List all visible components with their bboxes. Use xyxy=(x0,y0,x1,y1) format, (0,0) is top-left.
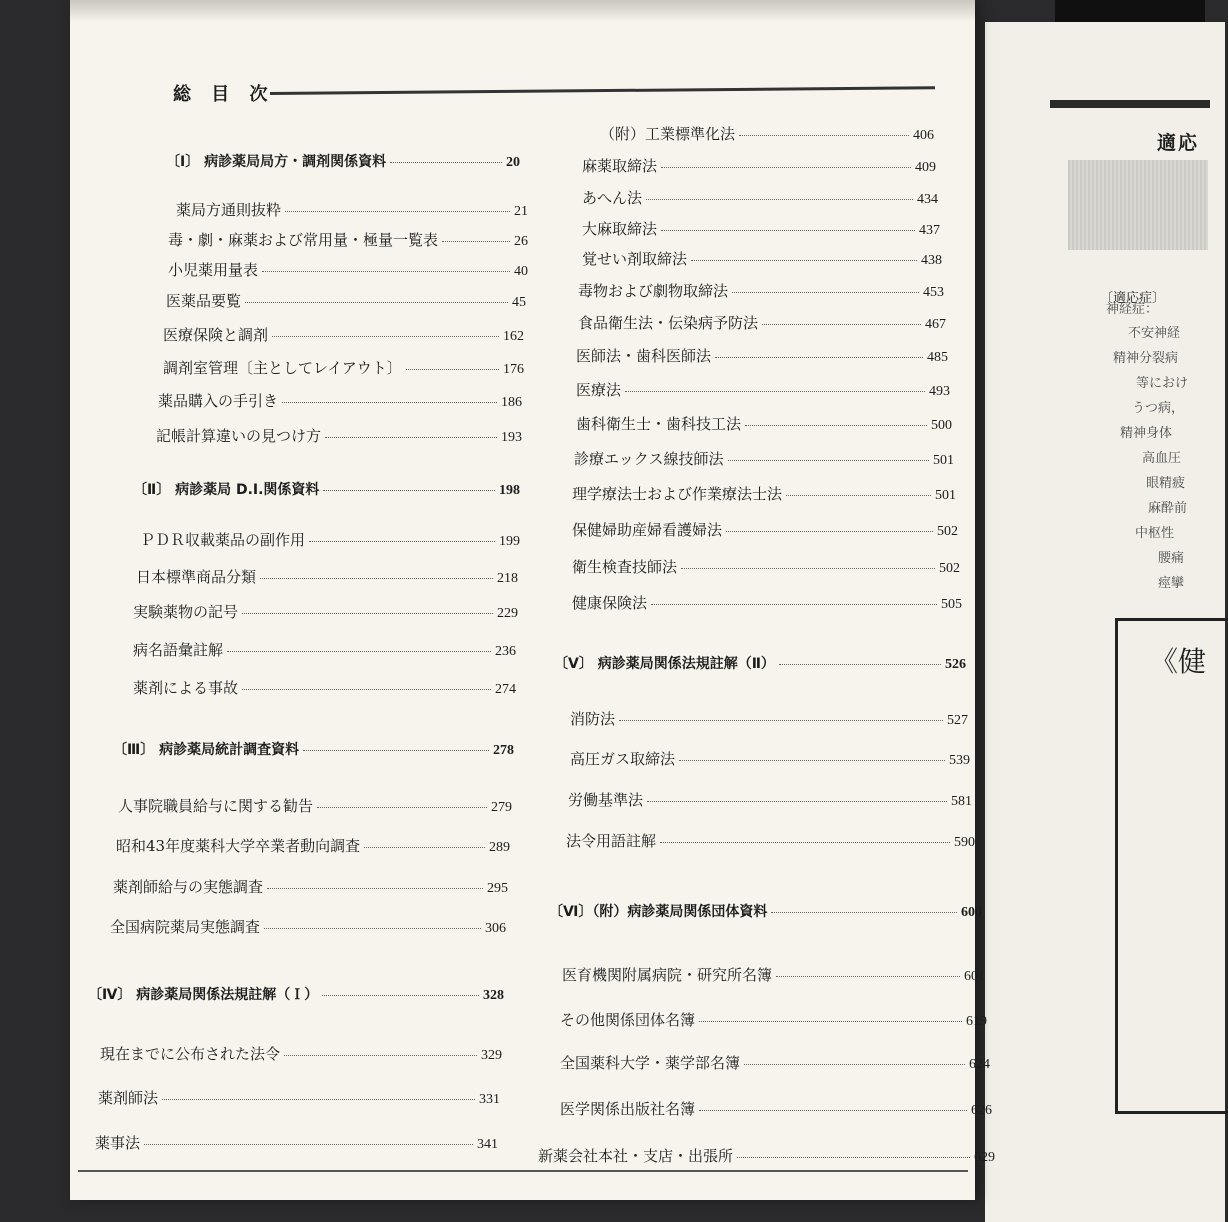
toc-entry xyxy=(140,529,520,550)
adjacent-page-dark-edge xyxy=(1055,0,1205,22)
toc-entry xyxy=(582,187,938,208)
adjacent-page-text-line: 痙攣 xyxy=(1158,576,1185,591)
toc-entry xyxy=(560,1052,990,1073)
toc-page-number: 229 xyxy=(497,606,518,621)
toc-dot-leader xyxy=(323,490,495,491)
toc-entry xyxy=(168,229,528,250)
toc-entry xyxy=(163,357,524,378)
adjacent-page-box-title: 《健 xyxy=(1150,645,1207,678)
toc-dot-leader xyxy=(390,162,502,163)
toc-dot-leader xyxy=(762,324,921,325)
toc-page-number: 279 xyxy=(491,800,512,815)
toc-section-heading xyxy=(166,151,520,171)
toc-entry-title: 大麻取締法 xyxy=(582,220,658,238)
toc-entry-title: 毒・劇・麻薬および常用量・極量一覧表 xyxy=(168,231,439,249)
toc-entry xyxy=(570,748,970,769)
toc-dot-leader xyxy=(267,888,483,889)
toc-entry-title: 日本標準商品分類 xyxy=(136,568,257,586)
toc-dot-leader xyxy=(647,801,947,802)
toc-entry xyxy=(113,876,508,897)
adjacent-page-text-line: 等におけ xyxy=(1136,376,1189,391)
toc-entry xyxy=(566,830,975,851)
adjacent-page-text-line: 精神分裂病 xyxy=(1113,351,1179,366)
toc-page-number: 218 xyxy=(497,571,518,586)
toc-entry xyxy=(578,312,946,333)
toc-entry xyxy=(560,1098,992,1119)
toc-entry-title: ＰＤＲ収載薬品の副作用 xyxy=(140,531,306,549)
adjacent-page-box xyxy=(1115,618,1228,1114)
toc-dot-leader xyxy=(679,760,945,761)
toc-page-number: 278 xyxy=(493,743,514,758)
toc-entry xyxy=(576,379,950,400)
toc-page-number: 295 xyxy=(487,881,508,896)
toc-entry-title: 毒物および劇物取締法 xyxy=(578,282,729,300)
toc-page-number: 434 xyxy=(917,192,938,207)
toc-entry xyxy=(156,425,522,446)
toc-dot-leader xyxy=(227,651,491,652)
toc-dot-leader xyxy=(745,425,927,426)
toc-dot-leader xyxy=(737,1157,970,1158)
toc-entry xyxy=(572,592,962,613)
toc-dot-leader xyxy=(242,689,491,690)
toc-entry xyxy=(136,566,518,587)
toc-dot-leader xyxy=(625,391,925,392)
adjacent-page-text-line: 眼精疲 xyxy=(1146,476,1186,491)
toc-entry-title: 〔Ⅴ〕 病診薬局関係法規註解（Ⅱ） xyxy=(554,656,775,672)
toc-entry xyxy=(158,390,522,411)
adjacent-page-grey-block xyxy=(1068,160,1208,250)
toc-entry xyxy=(163,324,524,345)
toc-entry-title: その他関係団体名簿 xyxy=(560,1011,696,1029)
toc-entry xyxy=(576,413,952,434)
toc-dot-leader xyxy=(264,928,481,929)
toc-entry-title: 〔Ⅳ〕 病診薬局関係法規註解（Ｉ） xyxy=(88,987,319,1003)
adjacent-page-text-line: 麻酔前 xyxy=(1148,501,1188,516)
toc-page-number: 526 xyxy=(945,657,966,672)
adjacent-page-rule xyxy=(1050,100,1210,108)
toc-page-number: 493 xyxy=(929,384,950,399)
toc-entry-title: 小児薬用量表 xyxy=(168,261,259,279)
toc-entry-title: 薬事法 xyxy=(95,1134,141,1152)
toc-section-heading xyxy=(549,901,982,921)
toc-entry-title: 健康保険法 xyxy=(572,594,648,612)
toc-page-number: 527 xyxy=(947,713,968,728)
toc-page-number: 505 xyxy=(941,597,962,612)
toc-page-number: 40 xyxy=(514,264,528,279)
toc-dot-leader xyxy=(272,336,499,337)
toc-page-number: 601 xyxy=(964,969,985,984)
toc-entry-title: 歯科衛生士・歯科技工法 xyxy=(576,415,742,433)
toc-page-number: 45 xyxy=(512,295,526,310)
toc-entry-title: （附）工業標準化法 xyxy=(600,125,736,143)
toc-dot-leader xyxy=(779,664,941,665)
toc-dot-leader xyxy=(699,1021,962,1022)
toc-page-number: 467 xyxy=(925,317,946,332)
toc-dot-leader xyxy=(309,541,495,542)
toc-entry-title: 医療保険と調剤 xyxy=(163,326,269,344)
toc-entry xyxy=(572,483,956,504)
toc-entry-title: 〔Ⅱ〕 病診薬局 D.I.関係資料 xyxy=(133,482,320,498)
toc-entry-title: 全国病院薬局実態調査 xyxy=(110,918,261,936)
toc-entry xyxy=(572,556,960,577)
toc-dot-leader xyxy=(162,1099,475,1100)
adjacent-page-text-line: うつ病， xyxy=(1132,401,1185,416)
page-bottom-rule xyxy=(78,1170,968,1172)
toc-dot-leader xyxy=(322,995,479,996)
toc-page-number: 306 xyxy=(485,921,506,936)
toc-entry-title: 医療法 xyxy=(576,381,622,399)
toc-entry-title: 麻薬取締法 xyxy=(582,157,658,175)
toc-entry-title: 法令用語註解 xyxy=(566,832,657,850)
toc-entry-title: 昭和43年度薬科大学卒業者動向調査 xyxy=(116,837,361,855)
toc-entry xyxy=(133,677,516,698)
toc-page-number: 500 xyxy=(931,418,952,433)
toc-page-number: 193 xyxy=(501,430,522,445)
toc-dot-leader xyxy=(786,495,931,496)
toc-dot-leader xyxy=(245,302,508,303)
toc-page-number: 176 xyxy=(503,362,524,377)
toc-page-number: 236 xyxy=(495,644,516,659)
toc-entry-title: 〔Ⅰ〕 病診薬局局方・調剤関係資料 xyxy=(166,154,387,170)
toc-dot-leader xyxy=(660,842,950,843)
toc-entry-title: 薬剤による事故 xyxy=(133,679,239,697)
toc-entry xyxy=(166,290,526,311)
page-top-shadow xyxy=(70,0,975,22)
toc-page-number: 629 xyxy=(974,1150,995,1165)
toc-page-number: 619 xyxy=(966,1014,987,1029)
toc-dot-leader xyxy=(262,271,510,272)
toc-page-number: 453 xyxy=(923,285,944,300)
toc-entry-title: 衛生検査技師法 xyxy=(572,558,678,576)
toc-page-number: 409 xyxy=(915,160,936,175)
toc-title: 総 目 次 xyxy=(173,84,275,105)
toc-entry xyxy=(560,1009,987,1030)
adjacent-page-label: 〔適応症〕 xyxy=(1100,291,1166,306)
toc-page-number: 502 xyxy=(937,524,958,539)
adjacent-page-text-line: 不安神経 xyxy=(1128,326,1181,341)
toc-entry-title: 医学関係出版社名簿 xyxy=(560,1100,696,1118)
toc-page-number: 331 xyxy=(479,1092,500,1107)
toc-section-heading xyxy=(554,653,966,673)
toc-dot-leader xyxy=(726,531,933,532)
toc-dot-leader xyxy=(715,357,923,358)
toc-entry xyxy=(98,1087,500,1108)
toc-entry-title: 〔Ⅲ〕 病診薬局統計調査資料 xyxy=(113,742,300,758)
toc-dot-leader xyxy=(144,1144,473,1145)
toc-dot-leader xyxy=(661,167,911,168)
toc-entry xyxy=(582,248,942,269)
toc-page-number: 485 xyxy=(927,350,948,365)
toc-page-number: 162 xyxy=(503,329,524,344)
toc-dot-leader xyxy=(681,568,935,569)
toc-dot-leader xyxy=(661,230,915,231)
toc-entry-title: あへん法 xyxy=(582,189,643,207)
toc-entry-title: 人事院職員給与に関する勧告 xyxy=(118,797,314,815)
toc-dot-leader xyxy=(317,807,487,808)
toc-page-number: 581 xyxy=(951,794,972,809)
toc-entry-title: 現在までに公布された法令 xyxy=(100,1045,281,1063)
toc-dot-leader xyxy=(282,402,497,403)
toc-dot-leader xyxy=(771,912,957,913)
toc-page-number: 26 xyxy=(514,234,528,249)
toc-page-number: 341 xyxy=(477,1137,498,1152)
toc-dot-leader xyxy=(242,613,493,614)
toc-entry xyxy=(572,519,958,540)
adjacent-page-text-line: 精神身体 xyxy=(1120,426,1173,441)
toc-entry-title: 薬剤師法 xyxy=(98,1089,159,1107)
toc-dot-leader xyxy=(442,241,510,242)
toc-entry xyxy=(538,1145,995,1166)
toc-entry-title: 記帳計算違いの見つけ方 xyxy=(156,427,322,445)
toc-entry xyxy=(95,1132,498,1153)
toc-dot-leader xyxy=(260,578,493,579)
toc-page-number: 186 xyxy=(501,395,522,410)
toc-dot-leader xyxy=(285,211,510,212)
adjacent-page-text-line: 神経症： xyxy=(1106,302,1159,317)
toc-entry-title: 理学療法士および作業療法士法 xyxy=(572,485,783,503)
toc-page-number: 590 xyxy=(954,835,975,850)
toc-page-number: 624 xyxy=(969,1057,990,1072)
toc-dot-leader xyxy=(325,437,497,438)
toc-page-number: 438 xyxy=(921,253,942,268)
toc-page-number: 502 xyxy=(939,561,960,576)
toc-dot-leader xyxy=(406,369,499,370)
toc-entry-title: 新薬会社本社・支店・出張所 xyxy=(538,1147,734,1165)
toc-entry xyxy=(562,964,985,985)
toc-page-number: 539 xyxy=(949,753,970,768)
toc-page-number: 329 xyxy=(481,1048,502,1063)
toc-entry-title: 高圧ガス取締法 xyxy=(570,750,676,768)
toc-entry-title: 消防法 xyxy=(570,710,616,728)
toc-dot-leader xyxy=(651,604,937,605)
toc-entry xyxy=(133,601,518,622)
toc-page-number: 501 xyxy=(935,488,956,503)
toc-entry-title: 保健婦助産婦看護婦法 xyxy=(572,521,723,539)
toc-section-heading xyxy=(133,479,520,499)
toc-entry-title: 薬剤師給与の実態調査 xyxy=(113,878,264,896)
toc-entry xyxy=(600,123,934,144)
toc-entry-title: 〔Ⅵ〕（附）病診薬局関係団体資料 xyxy=(549,904,768,920)
toc-section-heading xyxy=(113,739,514,759)
toc-entry-title: 覚せい剤取締法 xyxy=(582,250,688,268)
toc-page-number: 20 xyxy=(506,155,520,170)
toc-dot-leader xyxy=(303,750,489,751)
toc-dot-leader xyxy=(776,976,960,977)
toc-page-number: 437 xyxy=(919,223,940,238)
toc-entry-title: 労働基準法 xyxy=(568,791,644,809)
toc-entry xyxy=(574,448,954,469)
toc-entry xyxy=(116,835,510,856)
toc-dot-leader xyxy=(619,720,943,721)
toc-entry-title: 全国薬科大学・薬学部名簿 xyxy=(560,1054,741,1072)
toc-page-number: 198 xyxy=(499,483,520,498)
toc-page-number: 274 xyxy=(495,682,516,697)
toc-entry xyxy=(176,199,528,220)
toc-entry-title: 医薬品要覧 xyxy=(166,292,242,310)
toc-dot-leader xyxy=(739,135,909,136)
toc-dot-leader xyxy=(732,292,919,293)
toc-entry-title: 調剤室管理〔主としてレイアウト〕 xyxy=(163,359,402,377)
toc-dot-leader xyxy=(691,260,917,261)
toc-dot-leader xyxy=(364,847,485,848)
toc-entry xyxy=(133,639,516,660)
toc-entry xyxy=(110,916,506,937)
toc-dot-leader xyxy=(728,460,929,461)
toc-entry-title: 薬品購入の手引き xyxy=(158,392,279,410)
toc-page-number: 328 xyxy=(483,988,504,1003)
toc-entry xyxy=(100,1043,502,1064)
toc-entry xyxy=(570,708,968,729)
toc-entry xyxy=(568,789,972,810)
toc-page-number: 199 xyxy=(499,534,520,549)
toc-dot-leader xyxy=(284,1055,477,1056)
toc-page-number: 21 xyxy=(514,204,528,219)
toc-entry-title: 薬局方通則抜粋 xyxy=(176,201,282,219)
toc-entry-title: 食品衛生法・伝染病予防法 xyxy=(578,314,759,332)
toc-page-number: 406 xyxy=(913,128,934,143)
adjacent-page-heading: 適応 xyxy=(1157,132,1200,154)
toc-page-number: 289 xyxy=(489,840,510,855)
toc-entry xyxy=(118,795,512,816)
toc-dot-leader xyxy=(744,1064,965,1065)
toc-entry xyxy=(168,259,528,280)
adjacent-page-text-line: 高血圧 xyxy=(1142,451,1182,466)
toc-entry-title: 医育機関附属病院・研究所名簿 xyxy=(562,966,773,984)
toc-entry xyxy=(578,280,944,301)
adjacent-page-text-line: 中枢性 xyxy=(1135,526,1175,541)
adjacent-page-text-line: 腰痛 xyxy=(1158,551,1185,566)
toc-page-number: 626 xyxy=(971,1103,992,1118)
toc-dot-leader xyxy=(646,199,913,200)
toc-entry xyxy=(582,155,936,176)
toc-section-heading xyxy=(88,984,504,1004)
toc-entry xyxy=(582,218,940,239)
toc-entry-title: 診療エックス線技師法 xyxy=(574,450,724,468)
toc-dot-leader xyxy=(699,1110,967,1111)
toc-page-number: 600 xyxy=(961,905,982,920)
toc-entry-title: 病名語彙註解 xyxy=(133,641,224,659)
toc-page-number: 501 xyxy=(933,453,954,468)
toc-entry xyxy=(576,345,948,366)
toc-entry-title: 実験薬物の記号 xyxy=(133,603,239,621)
toc-entry-title: 医師法・歯科医師法 xyxy=(576,347,712,365)
